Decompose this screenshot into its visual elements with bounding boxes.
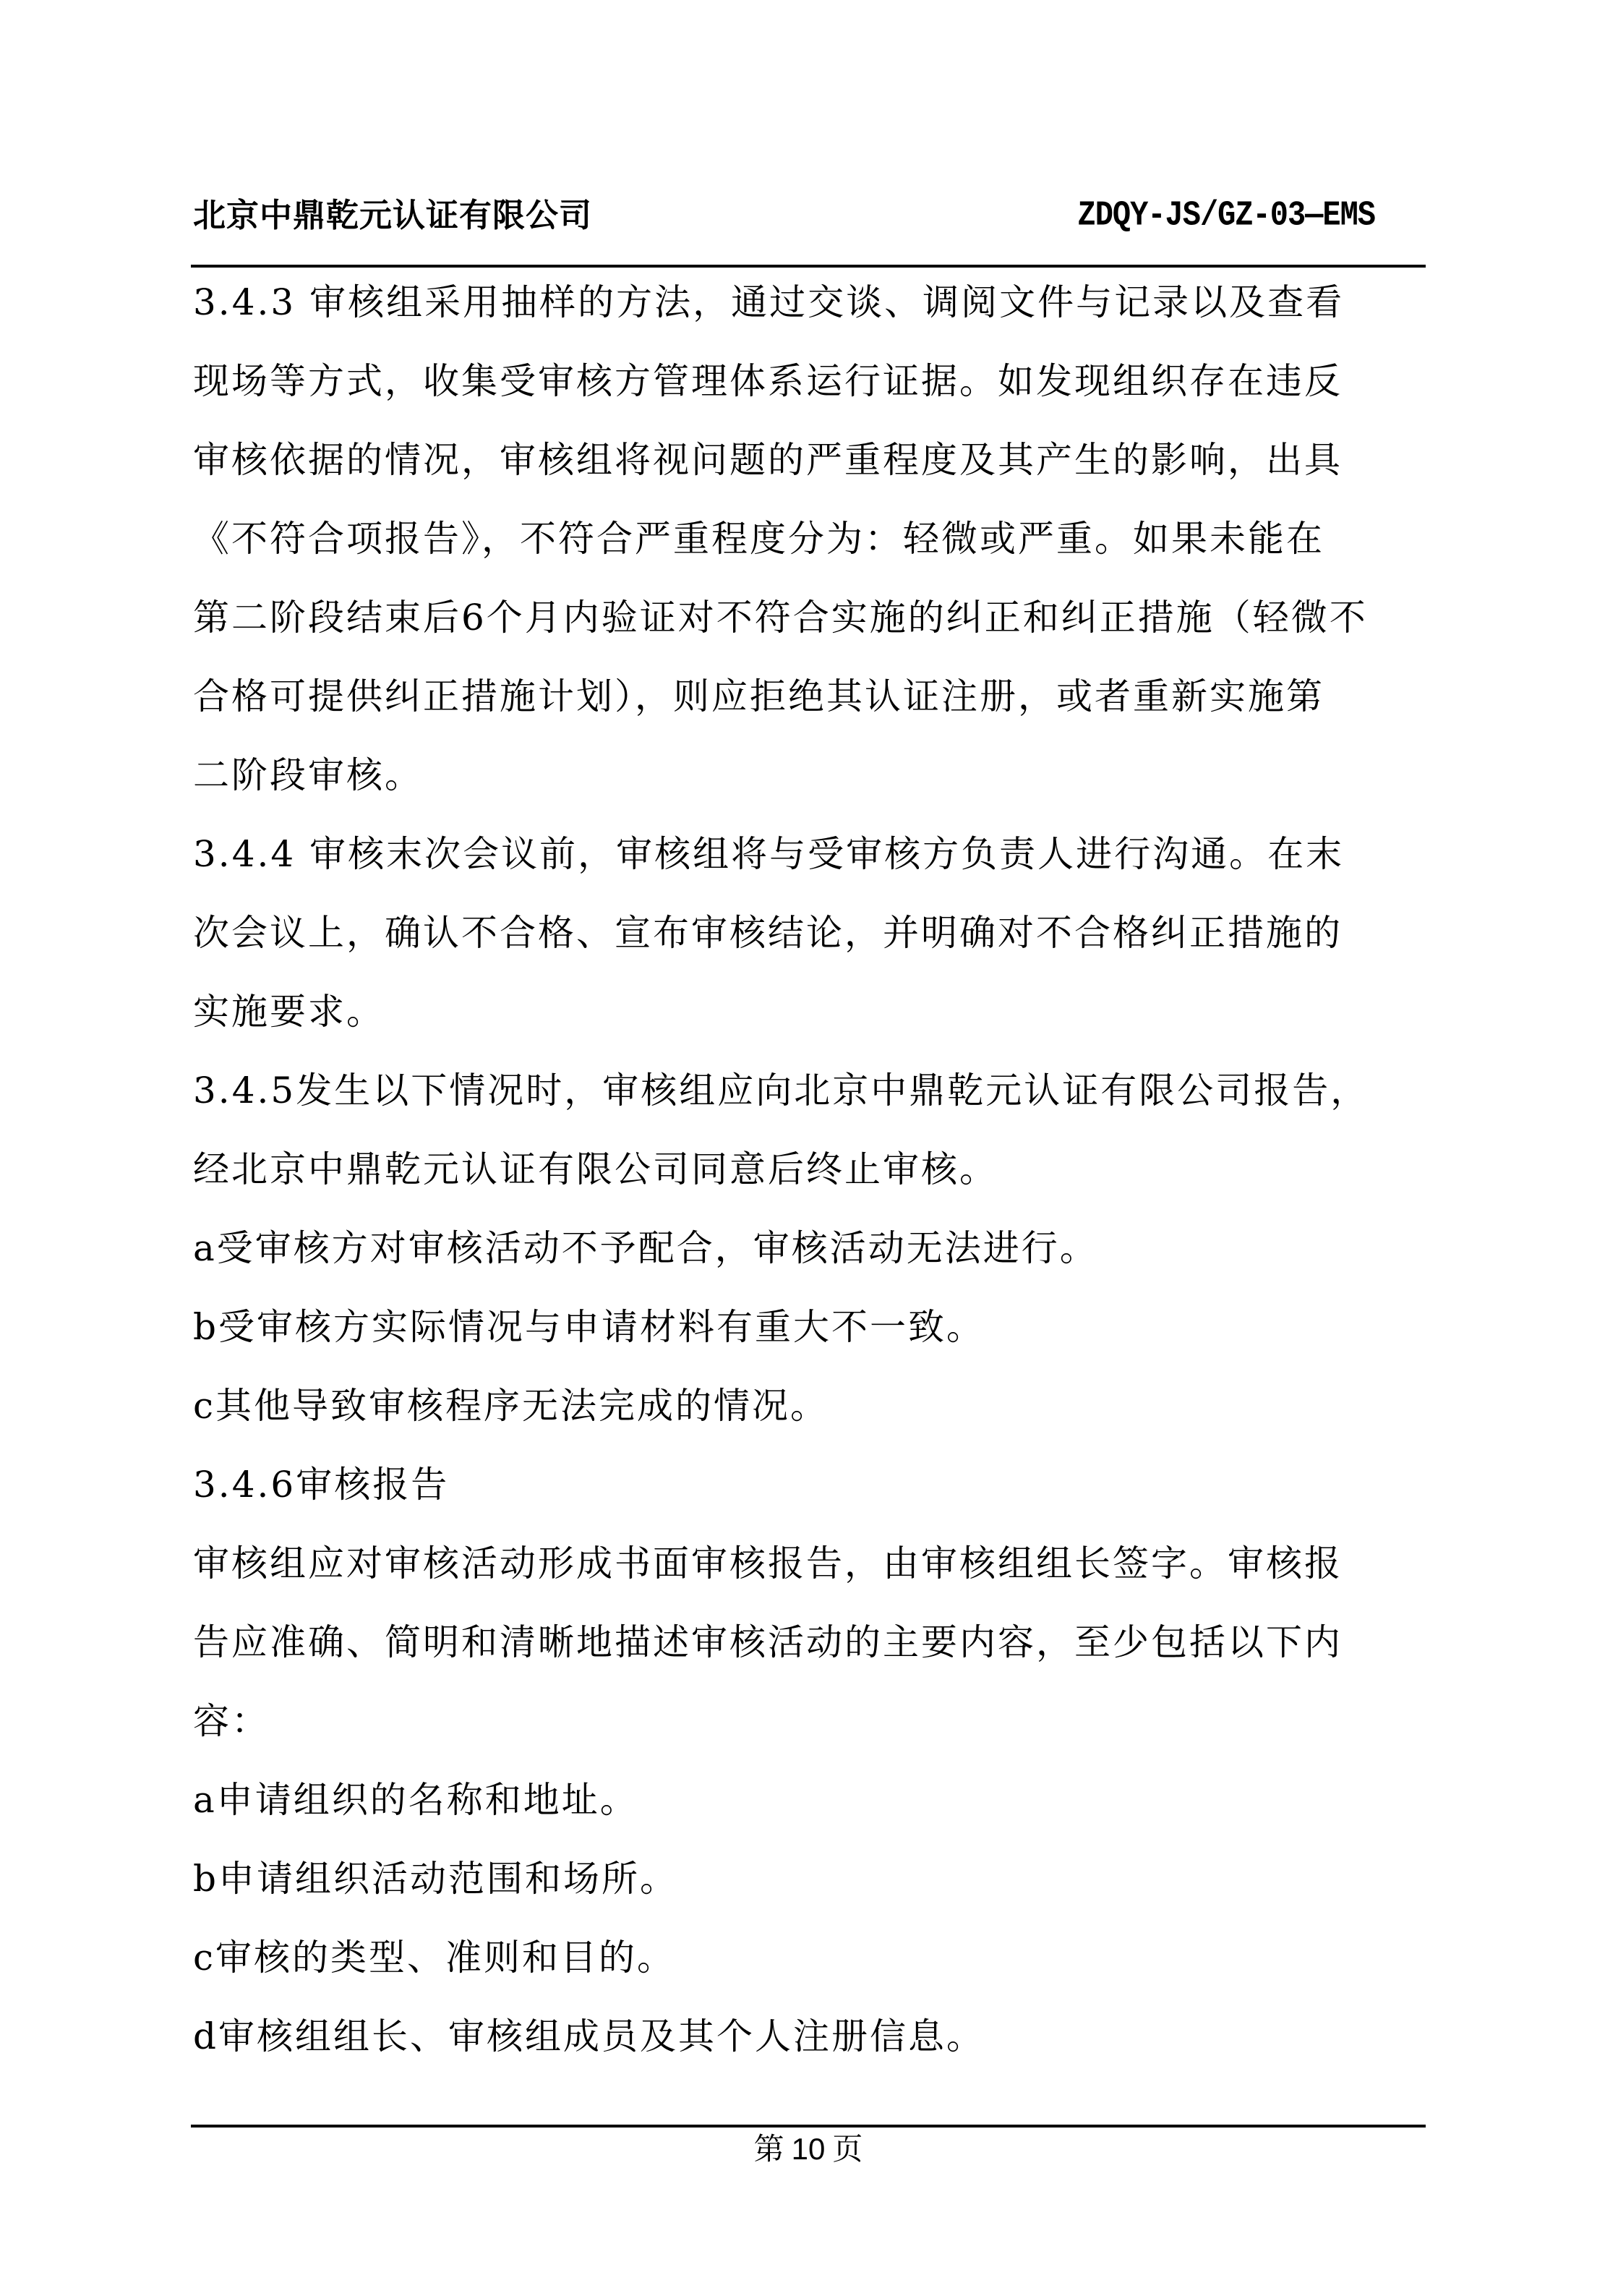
- header-document-code: ZDQY-JS/GZ-03—EMS: [1077, 195, 1375, 236]
- text-line: 审核组应对审核活动形成书面审核报告，由审核组组长签字。审核报: [193, 1542, 1343, 1584]
- text-line: c审核的类型、准则和目的。: [193, 1937, 676, 1979]
- footer-divider: [191, 2125, 1426, 2128]
- page-number-prefix: 第: [753, 2132, 784, 2166]
- text-line: a申请组织的名称和地址。: [193, 1779, 638, 1821]
- text-line: 合格可提供纠正措施计划），则应拒绝其认证注册，或者重新实施第: [193, 675, 1324, 717]
- page-number-suffix: 页: [832, 2132, 863, 2166]
- header-company-name: 北京中鼎乾元认证有限公司: [193, 197, 593, 234]
- text-line: 《不符合项报告》，不符合严重程度分为：轻微或严重。如果未能在: [193, 518, 1324, 560]
- document-body: [193, 263, 1400, 2076]
- text-line: 现场等方式，收集受审核方管理体系运行证据。如发现组织存在违反: [193, 360, 1343, 402]
- text-line: 审核依据的情况，审核组将视问题的严重程度及其产生的影响，出具: [193, 439, 1343, 481]
- text-line: a受审核方对审核活动不予配合，审核活动无法进行。: [193, 1227, 1098, 1269]
- text-line: 容：: [193, 1700, 270, 1742]
- text-line: 次会议上，确认不合格、宣布审核结论，并明确对不合格纠正措施的: [193, 912, 1343, 954]
- page-header: [191, 194, 1426, 240]
- text-line: d审核组组长、审核组成员及其个人注册信息。: [193, 2015, 985, 2057]
- text-line: 经北京中鼎乾元认证有限公司同意后终止审核。: [193, 1148, 998, 1190]
- text-line: 3.4.6审核报告: [193, 1464, 450, 1506]
- text-line: 二阶段审核。: [193, 754, 423, 796]
- text-line: 3.4.4 审核末次会议前，审核组将与受审核方负责人进行沟通。在末: [193, 833, 1345, 875]
- text-line: 3.4.5发生以下情况时，审核组应向北京中鼎乾元认证有限公司报告，: [193, 1070, 1369, 1111]
- text-line: b受审核方实际情况与申请材料有重大不一致。: [193, 1306, 985, 1348]
- text-line: 告应准确、简明和清晰地描述审核活动的主要内容，至少包括以下内: [193, 1621, 1343, 1663]
- text-line: c其他导致审核程序无法完成的情况。: [193, 1385, 829, 1427]
- text-line: 3.4.3 审核组采用抽样的方法，通过交谈、调阅文件与记录以及查看: [193, 281, 1345, 323]
- text-line: 第二阶段结束后6个月内验证对不符合实施的纠正和纠正措施（轻微不: [193, 597, 1368, 639]
- page-number-value: 10: [791, 2132, 826, 2166]
- page-number: [191, 2130, 1426, 2168]
- text-line: b申请组织活动范围和场所。: [193, 1858, 679, 1900]
- text-line: 实施要求。: [193, 991, 385, 1033]
